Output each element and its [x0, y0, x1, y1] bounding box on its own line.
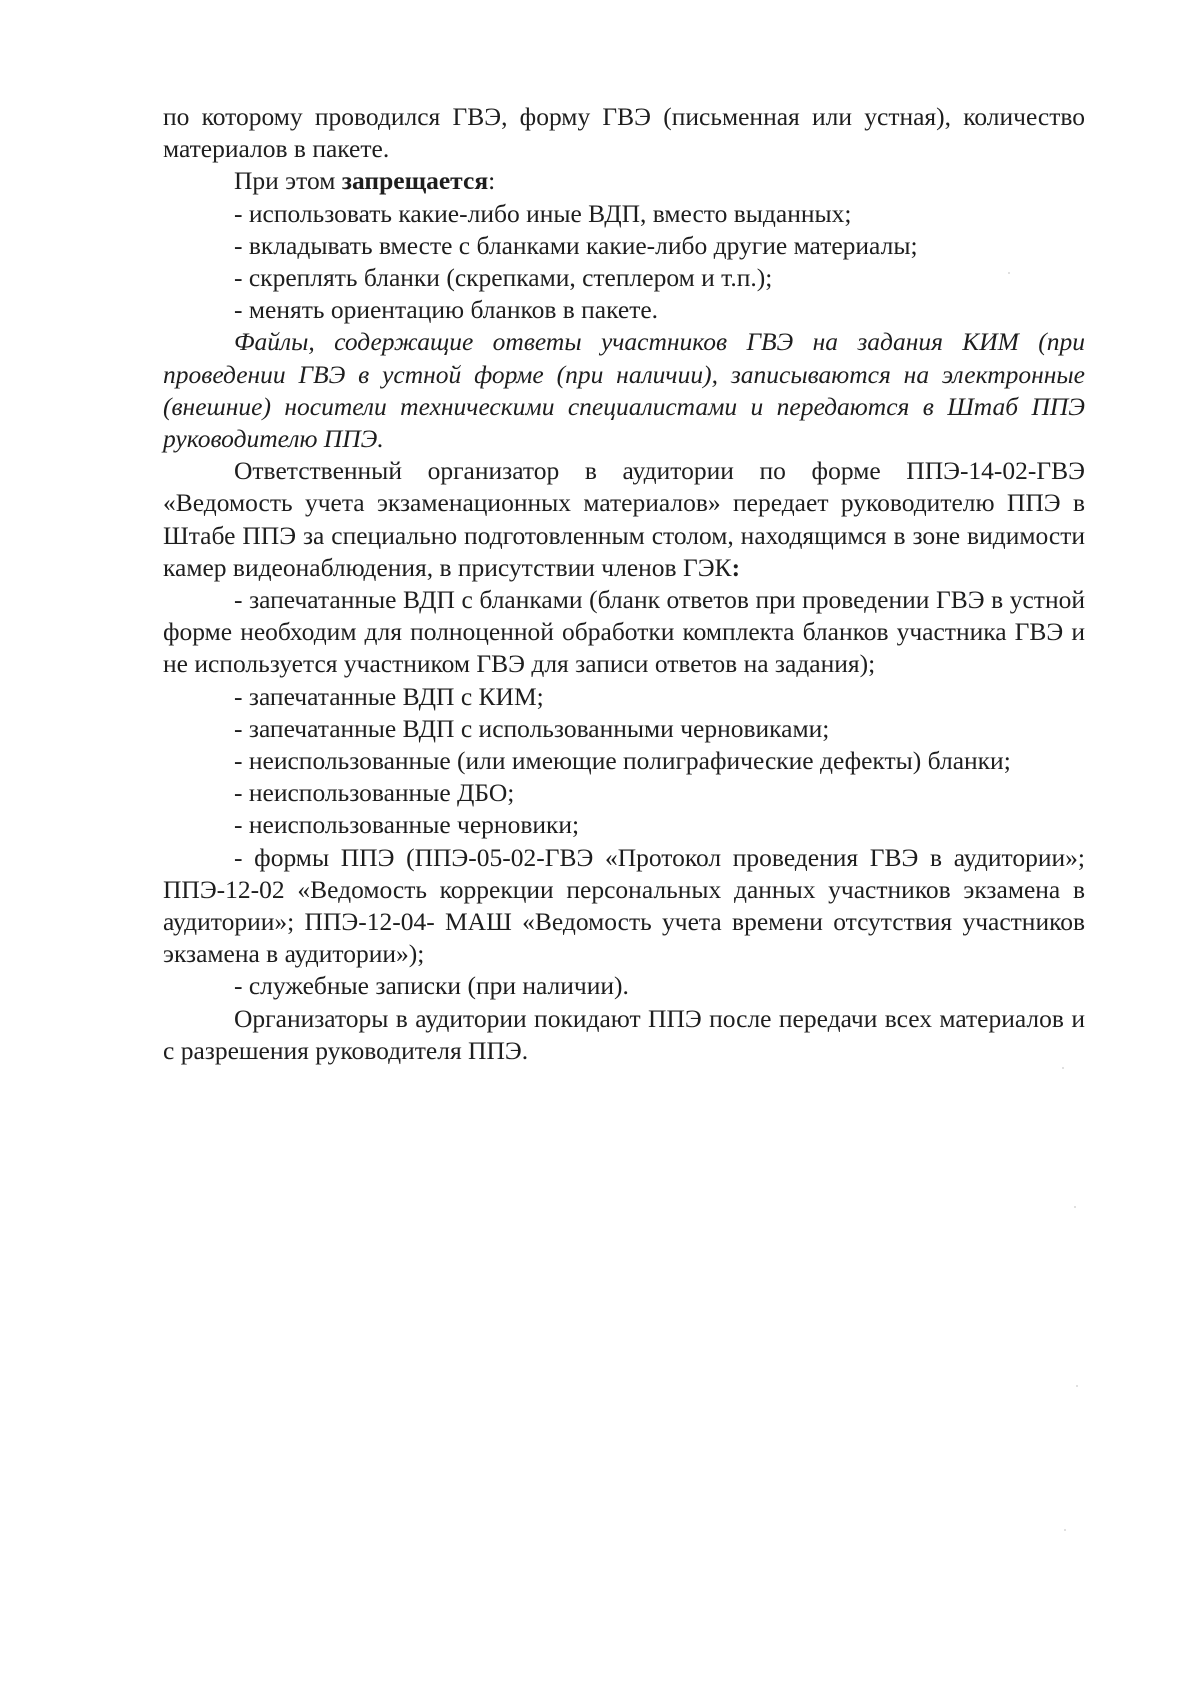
- scan-speck-1: [1062, 1067, 1064, 1069]
- transfer-item-5: - неиспользованные ДБО;: [234, 778, 515, 808]
- forbidden-item-3: - скреплять бланки (скрепками, степлером и т.п.);: [234, 263, 773, 293]
- forbidden-intro-colon: :: [488, 166, 496, 196]
- transfer-item-7: - формы ППЭ (ППЭ-05-02-ГВЭ «Протокол проведения ГВЭ в аудитории»; ППЭ-12-02 «Ведомость коррекции персональных данных участников экзамена в аудитории»; ППЭ-12-04- МАШ «Ведомость учета времени отсутствия участников экзамена в аудитории»);: [163, 842, 1085, 969]
- transfer-item-6: - неиспользованные черновики;: [234, 810, 580, 840]
- paragraph-materials-transfer: [163, 455, 1085, 584]
- transfer-item-4: - неиспользованные (или имеющие полиграфические дефекты) бланки;: [234, 746, 1011, 776]
- transfer-item-1: - запечатанные ВДП с бланками (бланк ответов при проведении ГВЭ в устной форме необходим для полноценной обработки комплекта бланков участника ГВЭ и не используется участником ГВЭ для записи ответов на задания);: [163, 585, 1085, 679]
- transfer-item-3: - запечатанные ВДП с использованными черновиками;: [234, 713, 830, 743]
- materials-transfer-text: Ответственный организатор в аудитории по форме ППЭ-14-02-ГВЭ «Ведомость учета экзаменационных материалов» передает руководителю ППЭ в Штабе ППЭ за специально подготовленным столом, находящимся в зоне видимости камер видеонаблюдения, в присутствии членов ГЭК: [163, 456, 1085, 582]
- forbidden-intro-text: При этом: [234, 166, 342, 196]
- scan-speck-5: [1064, 1529, 1066, 1531]
- forbidden-item-2: - вкладывать вместе с бланками какие-либо другие материалы;: [234, 230, 918, 260]
- paragraph-oral-answer-files: Файлы, содержащие ответы участников ГВЭ на задания КИМ (при проведении ГВЭ в устной форме (при наличии), записываются на электронные (внешние) носители техническими специалистами и передаются в Штаб ППЭ руководителю ППЭ.: [163, 327, 1085, 454]
- paragraph-forbidden-intro: [163, 165, 1085, 197]
- scan-speck-2: [1074, 1206, 1076, 1208]
- paragraph-organizers-leave: Организаторы в аудитории покидают ППЭ после передачи всех материалов и с разрешения руководителя ППЭ.: [163, 1003, 1085, 1065]
- scan-speck-3: [1008, 272, 1010, 274]
- paragraph-exam-form: по которому проводился ГВЭ, форму ГВЭ (письменная или устная), количество материалов в пакете.: [163, 102, 1085, 164]
- forbidden-item-4: - менять ориентацию бланков в пакете.: [234, 295, 659, 325]
- forbidden-keyword: запрещается: [341, 166, 489, 196]
- forbidden-item-1: - использовать какие-либо иные ВДП, вместо выданных;: [234, 198, 852, 228]
- transfer-item-8: - служебные записки (при наличии).: [234, 971, 629, 1001]
- scan-speck-4: [1076, 1385, 1078, 1387]
- transfer-item-2: - запечатанные ВДП с КИМ;: [234, 681, 544, 711]
- document-body: [163, 101, 1085, 1067]
- materials-transfer-colon: :: [731, 552, 741, 582]
